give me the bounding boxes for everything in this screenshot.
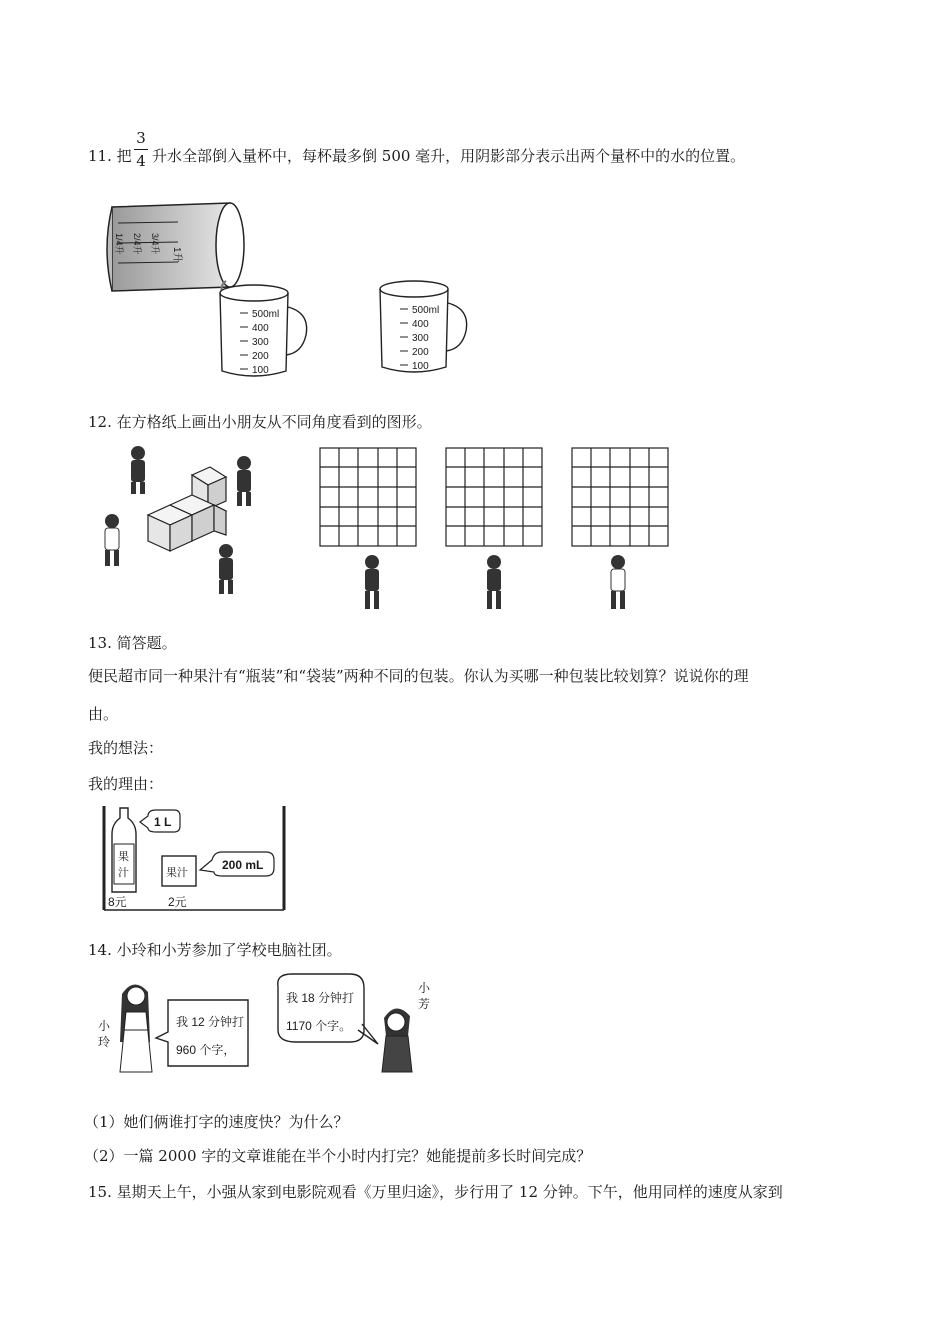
girl2-name-2: 芳 (418, 997, 431, 1011)
child-bottom (219, 544, 233, 594)
q14-number: 14. (88, 941, 112, 959)
q12-grids (318, 446, 674, 616)
child-under-grid-3 (611, 555, 625, 609)
bag-label: 果汁 (166, 867, 188, 879)
girl2-speech-1: 我 18 分钟打 (286, 991, 355, 1005)
measuring-cup-2 (380, 281, 467, 372)
q11-fraction-bar (134, 149, 148, 150)
cup2-scale-400: 400 (412, 319, 429, 330)
cup2-scale-100: 100 (412, 361, 429, 372)
q11-fraction-numerator: 3 (136, 129, 146, 147)
grid-paper-2 (446, 448, 542, 546)
child-top-right (237, 456, 251, 506)
q14-sub1: （1）她们俩谁打字的速度快？为什么？ (84, 1113, 349, 1131)
q11-suffix: 升水全部倒入量杯中，每杯最多倒 500 毫升，用阴影部分表示出两个量杯中的水的位置。 (152, 147, 746, 165)
cup2-scale-500: 500ml (412, 305, 440, 316)
q14-illustration (96, 972, 446, 1084)
q12-cube-scene (98, 445, 268, 615)
grid-paper-1 (320, 448, 416, 546)
child-under-grid-1 (365, 555, 379, 609)
q11-beaker-illustration (100, 195, 480, 385)
measuring-cup-1 (220, 285, 307, 376)
girl2-speech-2: 1170 个字。 (286, 1019, 352, 1033)
q15-text (88, 1182, 783, 1202)
girl1-name-1: 小 (98, 1019, 111, 1033)
q11-text (88, 146, 132, 166)
child-left (105, 514, 119, 566)
bottle-label-1: 果 (118, 851, 129, 863)
bag-volume: 200 mL (222, 858, 264, 872)
q12-number: 12. (88, 413, 112, 431)
cup1-scale-500: 500ml (252, 309, 280, 320)
cup1-scale-100: 100 (252, 365, 269, 376)
child-under-grid-2 (487, 555, 501, 609)
q13-title (88, 633, 177, 653)
q11-prefix: 把 (116, 147, 132, 165)
q14-sub2: （2）一篇 2000 字的文章谁能在半个小时内打完？她能提前多长时间完成？ (84, 1147, 592, 1165)
q13-body-2: 由。 (88, 705, 119, 723)
bottle-price: 8元 (108, 895, 127, 909)
q13-juice-illustration (100, 804, 290, 914)
juice-bottle (112, 808, 136, 892)
q12-body: 在方格纸上画出小朋友从不同角度看到的图形。 (116, 413, 432, 431)
child-top-left (131, 446, 145, 494)
juice-bag (162, 856, 196, 886)
q14-text (88, 940, 342, 960)
cube-stack (148, 467, 226, 551)
q13-my-reason: 我的理由： (88, 775, 164, 793)
q11-number: 11. (88, 147, 112, 165)
q15-number: 15. (88, 1183, 112, 1201)
q13-number: 13. (88, 634, 112, 652)
q13-body-1: 便民超市同一种果汁有“瓶装”和“袋装”两种不同的包装。你认为买哪一种包装比较划算？说说你的理 (88, 667, 749, 685)
girl2-speech-bubble (278, 974, 378, 1044)
q11-fraction-denominator: 4 (136, 152, 146, 170)
big-measuring-cup (107, 203, 244, 291)
cup2-scale-200: 200 (412, 347, 429, 358)
bottle-volume: 1 L (154, 815, 172, 829)
cup1-scale-200: 200 (252, 351, 269, 362)
beaker-label-1: 1升 (171, 247, 182, 263)
beaker-label-4: 1/4升 (114, 233, 124, 255)
cup1-scale-400: 400 (252, 323, 269, 334)
girl1-speech-1: 我 12 分钟打 (176, 1015, 245, 1029)
grid-paper-3 (572, 448, 668, 546)
q13-my-idea: 我的想法： (88, 739, 164, 757)
q14-body: 小玲和小芳参加了学校电脑社团。 (116, 941, 342, 959)
beaker-label-2: 3/4升 (150, 233, 160, 255)
girl2-name-1: 小 (418, 981, 431, 995)
girl1-name-2: 玲 (98, 1035, 111, 1049)
girl-xiaoling (120, 984, 152, 1072)
q15-body: 星期天上午，小强从家到电影院观看《万里归途》，步行用了 12 分钟。下午，他用同样的速度从家到 (116, 1183, 783, 1201)
girl-xiaofang (382, 1008, 412, 1072)
cup1-scale-300: 300 (252, 337, 269, 348)
cup2-scale-300: 300 (412, 333, 429, 344)
q12-text (88, 412, 432, 432)
girl1-speech-2: 960 个字， (176, 1043, 236, 1057)
beaker-label-3: 2/4升 (132, 233, 142, 255)
bag-price: 2元 (168, 895, 187, 909)
bottle-label-2: 汁 (118, 867, 129, 879)
q13-title-text: 简答题。 (116, 634, 177, 652)
